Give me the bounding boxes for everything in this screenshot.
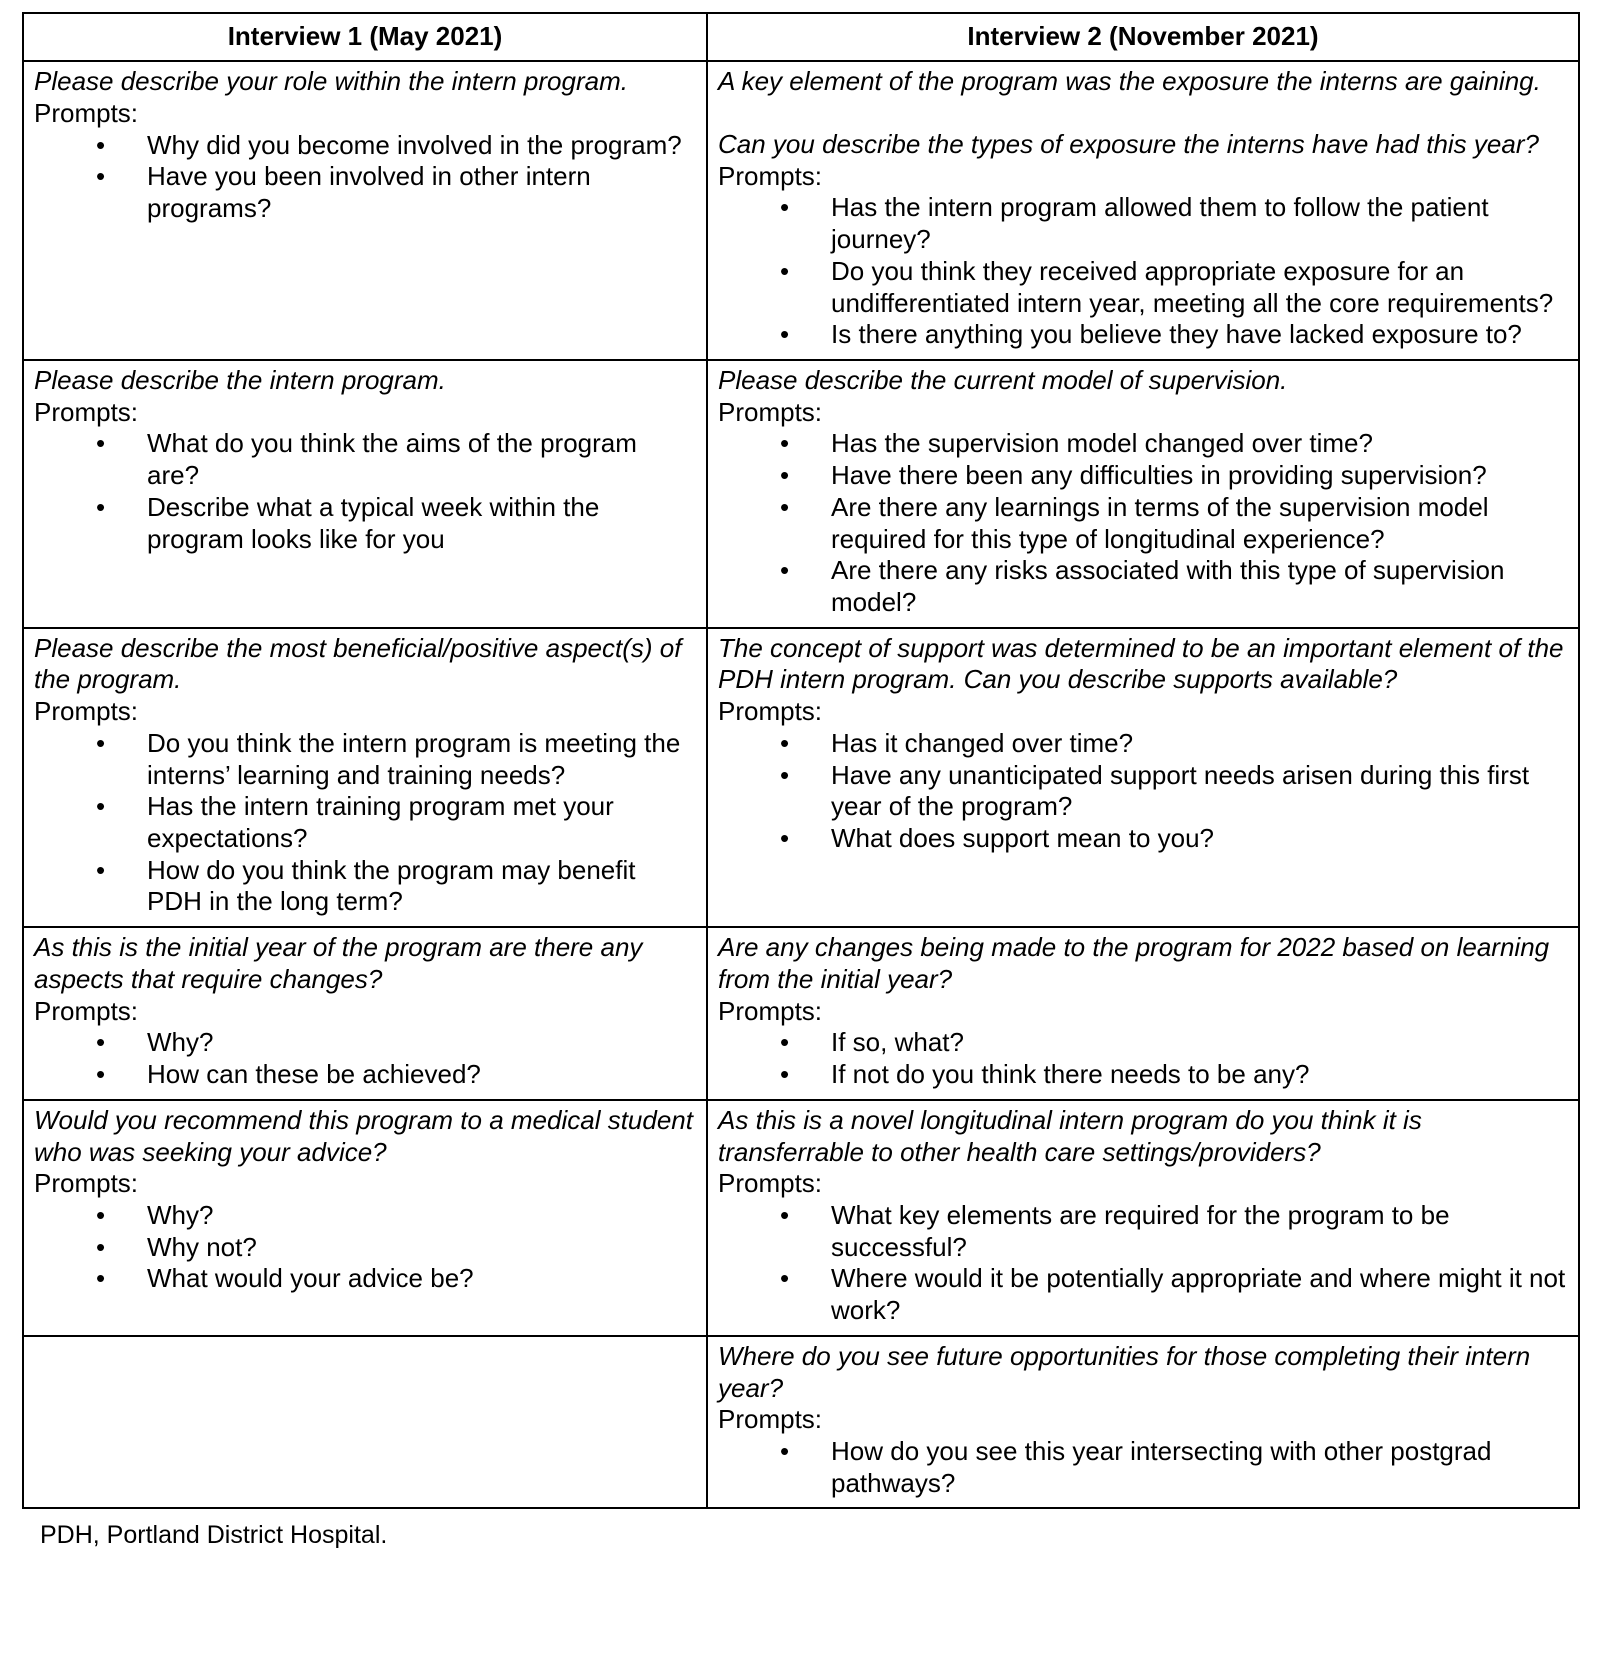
- table-footnote: PDH, Portland District Hospital.: [40, 1521, 388, 1550]
- bullet-icon: •: [780, 460, 790, 491]
- prompts-label: Prompts:: [34, 396, 139, 427]
- prompt-text: Have any unanticipated support needs arisen during this first year of the program?: [831, 759, 1530, 822]
- prompt-item: [34, 1059, 696, 1091]
- prompt-text: Describe what a typical week within the program looks like for you: [147, 491, 600, 554]
- prompt-item: [718, 760, 1568, 823]
- prompt-list: [718, 728, 1568, 855]
- prompt-text: What key elements are required for the program to be successful?: [831, 1199, 1450, 1262]
- prompt-text: Has it changed over time?: [831, 727, 1134, 758]
- question-cell-left: [23, 1100, 707, 1336]
- column-header-interview-1: Interview 1 (May 2021): [23, 13, 707, 61]
- prompt-item: [718, 1027, 1568, 1059]
- prompt-text: Has the supervision model changed over time?: [831, 428, 1373, 459]
- bullet-icon: •: [780, 759, 790, 790]
- prompt-item: [718, 1436, 1568, 1499]
- question-stem: Would you recommend this program to a medical student who was seeking your advice?: [34, 1104, 693, 1167]
- prompt-text: Are there any learnings in terms of the supervision model required for this type of longitudinal experience?: [831, 491, 1489, 554]
- prompt-list: [34, 728, 696, 918]
- question-cell-left: [23, 1336, 707, 1509]
- prompt-item: [718, 428, 1568, 460]
- question-cell-left: [23, 61, 707, 360]
- prompt-item: [718, 728, 1568, 760]
- prompt-item: [34, 1200, 696, 1232]
- question-stem: Please describe your role within the intern program.: [34, 66, 628, 97]
- prompt-item: [34, 1263, 696, 1295]
- bullet-icon: •: [780, 1263, 790, 1294]
- prompt-item: [34, 728, 696, 791]
- bullet-icon: •: [96, 1027, 106, 1058]
- question-stem: As this is the initial year of the program are there any aspects that require changes?: [34, 932, 643, 994]
- question-cell-left: [23, 927, 707, 1100]
- prompt-item: [34, 492, 696, 555]
- prompt-list: [34, 428, 696, 555]
- bullet-icon: •: [96, 491, 106, 522]
- question-stem: As this is a novel longitudinal intern program do you think it is transferrable to other health care settings/providers?: [718, 1104, 1422, 1167]
- bullet-icon: •: [96, 791, 106, 822]
- bullet-icon: •: [780, 727, 790, 758]
- column-header-interview-2: Interview 2 (November 2021): [707, 13, 1579, 61]
- prompt-text: What do you think the aims of the program are?: [147, 428, 637, 491]
- table-header-row: [23, 13, 1579, 61]
- prompt-text: Why?: [147, 1199, 214, 1230]
- prompt-list: [718, 192, 1568, 351]
- question-cell-right: [707, 1336, 1579, 1509]
- prompt-item: [718, 256, 1568, 319]
- table-body: [23, 61, 1579, 1508]
- bullet-icon: •: [780, 491, 790, 522]
- table-row: [23, 360, 1579, 628]
- bullet-icon: •: [780, 1059, 790, 1090]
- bullet-icon: •: [780, 1435, 790, 1466]
- bullet-icon: •: [780, 823, 790, 854]
- prompt-item: [718, 1263, 1568, 1326]
- prompt-text: Has the intern program allowed them to follow the patient journey?: [831, 192, 1489, 255]
- prompt-list: [718, 1200, 1568, 1327]
- prompt-text: If so, what?: [831, 1027, 964, 1058]
- question-stem: Are any changes being made to the program for 2022 based on learning from the initial year?: [718, 932, 1550, 994]
- prompt-text: What would your advice be?: [147, 1263, 474, 1294]
- question-stem: Can you describe the types of exposure the interns have had this year?: [718, 128, 1539, 159]
- prompt-text: Is there anything you believe they have lacked exposure to?: [831, 319, 1522, 350]
- question-cell-right: [707, 927, 1579, 1100]
- prompts-label: Prompts:: [718, 160, 823, 191]
- question-stem: Please describe the most beneficial/positive aspect(s) of the program.: [34, 632, 682, 695]
- bullet-icon: •: [780, 192, 790, 223]
- bullet-icon: •: [780, 428, 790, 459]
- prompt-text: Have you been involved in other intern programs?: [147, 161, 591, 224]
- bullet-icon: •: [780, 1027, 790, 1058]
- prompt-text: Do you think the intern program is meeting the interns’ learning and training needs?: [147, 727, 681, 790]
- table-row: [23, 1336, 1579, 1509]
- prompt-text: Has the intern training program met your expectations?: [147, 791, 614, 854]
- prompt-item: [718, 319, 1568, 351]
- prompts-label: Prompts:: [718, 995, 823, 1026]
- bullet-icon: •: [96, 1231, 106, 1262]
- prompts-label: Prompts:: [718, 1168, 823, 1199]
- prompt-item: [718, 492, 1568, 555]
- prompt-item: [34, 428, 696, 491]
- prompt-list: [718, 1027, 1568, 1090]
- prompt-text: Are there any risks associated with this type of supervision model?: [831, 555, 1505, 618]
- prompt-text: Why not?: [147, 1231, 257, 1262]
- bullet-icon: •: [96, 1263, 106, 1294]
- question-cell-right: [707, 360, 1579, 628]
- bullet-icon: •: [780, 255, 790, 286]
- question-cell-right: [707, 61, 1579, 360]
- prompt-text: Where would it be potentially appropriate and where might it not work?: [831, 1263, 1566, 1326]
- prompt-list: [34, 1200, 696, 1295]
- prompt-list: [718, 1436, 1568, 1499]
- prompt-item: [718, 192, 1568, 255]
- interview-guide-table: [22, 12, 1580, 1509]
- question-cell-left: [23, 628, 707, 927]
- question-cell-right: [707, 628, 1579, 927]
- prompt-item: [718, 823, 1568, 855]
- prompt-item: [718, 555, 1568, 618]
- question-stem: Please describe the intern program.: [34, 364, 446, 395]
- prompts-label: Prompts:: [34, 696, 139, 727]
- prompt-text: Do you think they received appropriate exposure for an undifferentiated intern year, meeting all the core requirements?: [831, 255, 1554, 318]
- prompt-item: [34, 855, 696, 918]
- bullet-icon: •: [96, 1199, 106, 1230]
- question-stem: The concept of support was determined to be an important element of the PDH intern program. Can you describe supports available?: [718, 632, 1564, 695]
- prompt-item: [718, 1200, 1568, 1263]
- prompts-label: Prompts:: [34, 1168, 139, 1199]
- stem-spacer: [718, 98, 1568, 129]
- prompt-item: [34, 161, 696, 224]
- prompts-label: Prompts:: [718, 696, 823, 727]
- question-stem: Where do you see future opportunities for those completing their intern year?: [718, 1340, 1531, 1403]
- question-cell-left: [23, 360, 707, 628]
- question-stem: Please describe the current model of supervision.: [718, 364, 1288, 395]
- prompts-label: Prompts:: [34, 97, 139, 128]
- prompts-label: Prompts:: [718, 396, 823, 427]
- bullet-icon: •: [96, 129, 106, 160]
- prompts-label: Prompts:: [34, 995, 139, 1026]
- prompt-item: [34, 1232, 696, 1264]
- prompt-text: How can these be achieved?: [147, 1059, 481, 1090]
- prompt-list: [34, 130, 696, 225]
- prompt-text: If not do you think there needs to be any?: [831, 1059, 1310, 1090]
- prompt-item: [718, 460, 1568, 492]
- prompt-item: [718, 1059, 1568, 1091]
- prompt-text: Have there been any difficulties in providing supervision?: [831, 460, 1487, 491]
- prompt-text: How do you think the program may benefit PDH in the long term?: [147, 854, 636, 917]
- question-stem: A key element of the program was the exposure the interns are gaining.: [718, 66, 1541, 97]
- table-row: [23, 927, 1579, 1100]
- prompt-text: Why did you become involved in the program?: [147, 129, 682, 160]
- bullet-icon: •: [96, 727, 106, 758]
- prompt-list: [34, 1027, 696, 1090]
- table-header: [23, 13, 1579, 61]
- prompt-item: [34, 1027, 696, 1059]
- table-row: [23, 1100, 1579, 1336]
- prompt-text: How do you see this year intersecting with other postgrad pathways?: [831, 1435, 1492, 1498]
- prompt-list: [718, 428, 1568, 618]
- bullet-icon: •: [96, 854, 106, 885]
- prompts-label: Prompts:: [718, 1404, 823, 1435]
- bullet-icon: •: [96, 428, 106, 459]
- bullet-icon: •: [780, 1199, 790, 1230]
- bullet-icon: •: [96, 1059, 106, 1090]
- prompt-text: Why?: [147, 1027, 214, 1058]
- bullet-icon: •: [780, 555, 790, 586]
- table-row: [23, 628, 1579, 927]
- question-cell-right: [707, 1100, 1579, 1336]
- table-row: [23, 61, 1579, 360]
- bullet-icon: •: [780, 319, 790, 350]
- prompt-text: What does support mean to you?: [831, 823, 1215, 854]
- bullet-icon: •: [96, 161, 106, 192]
- prompt-item: [34, 791, 696, 854]
- prompt-item: [34, 130, 696, 162]
